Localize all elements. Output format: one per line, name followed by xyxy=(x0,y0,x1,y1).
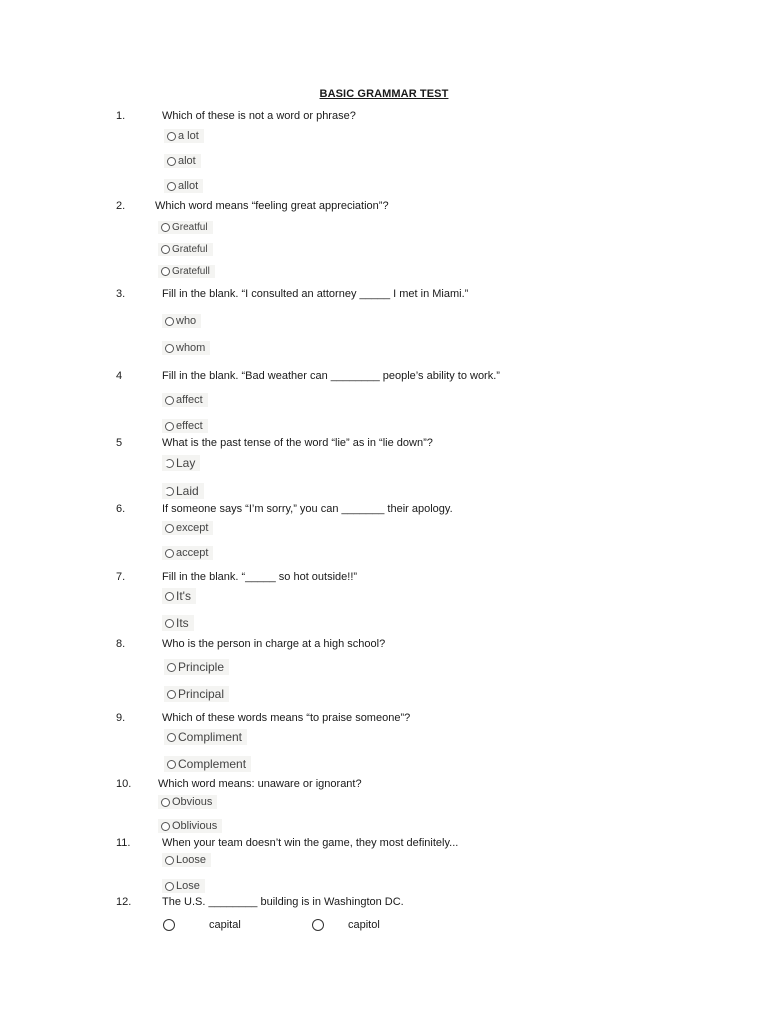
option-label: Grateful xyxy=(172,244,208,255)
question-text: Fill in the blank. “I consulted an attorney _____ I met in Miami.” xyxy=(162,288,469,300)
option-label: Obvious xyxy=(172,796,213,808)
radio-icon[interactable] xyxy=(167,690,176,699)
option-grateful[interactable] xyxy=(158,243,213,256)
question-text: Which of these words means “to praise someone”? xyxy=(162,712,411,724)
option-complement[interactable] xyxy=(164,756,251,772)
option-loose[interactable] xyxy=(162,853,211,867)
option-compliment[interactable] xyxy=(164,729,247,745)
option-label: Gratefull xyxy=(172,266,210,277)
question-text: When your team doesn’t win the game, they most definitely... xyxy=(162,837,459,849)
option-accept[interactable] xyxy=(162,546,213,560)
radio-icon[interactable] xyxy=(167,760,176,769)
question-number: 9. xyxy=(116,712,126,724)
question-number: 10. xyxy=(116,778,132,790)
option-principal[interactable] xyxy=(164,686,229,702)
option-label: Principal xyxy=(178,687,225,701)
radio-icon[interactable] xyxy=(312,919,324,931)
option-label: who xyxy=(176,315,197,327)
option-label: capital xyxy=(209,919,241,931)
question-text: Fill in the blank. “Bad weather can ________ people’s ability to work.” xyxy=(162,370,500,382)
option-label: Lay xyxy=(176,456,196,470)
radio-icon[interactable] xyxy=(165,856,174,865)
option-label: a lot xyxy=(178,130,199,142)
radio-icon[interactable] xyxy=(165,619,174,628)
option-label: whom xyxy=(176,342,206,354)
option-label: Compliment xyxy=(178,730,243,744)
option-label: Laid xyxy=(176,484,199,498)
option-capital[interactable] xyxy=(160,918,246,932)
option-label: effect xyxy=(176,420,203,432)
option-capitol[interactable] xyxy=(309,918,385,932)
option-label: Its xyxy=(176,616,189,630)
option-lose[interactable] xyxy=(162,879,205,893)
option-label: except xyxy=(176,522,209,534)
radio-icon[interactable] xyxy=(167,182,176,191)
question-text: Which word means “feeling great appreciation”? xyxy=(155,200,389,212)
question-text: If someone says “I’m sorry,” you can _______ their apology. xyxy=(162,503,453,515)
radio-icon[interactable] xyxy=(165,524,174,533)
option-greatful[interactable] xyxy=(158,221,213,234)
option-label: Oblivious xyxy=(172,820,218,832)
radio-icon[interactable] xyxy=(161,267,170,276)
radio-icon[interactable] xyxy=(165,487,174,496)
option-label: Greatful xyxy=(172,222,208,233)
radio-icon[interactable] xyxy=(167,157,176,166)
option-label: Principle xyxy=(178,660,225,674)
option-who[interactable] xyxy=(162,314,201,328)
question-number: 5 xyxy=(116,437,123,449)
radio-icon[interactable] xyxy=(165,344,174,353)
question-number: 11. xyxy=(116,837,131,849)
option-label: capitol xyxy=(348,919,380,931)
option-except[interactable] xyxy=(162,521,213,535)
question-text: Fill in the blank. “_____ so hot outside!!” xyxy=(162,571,358,583)
question-text: Who is the person in charge at a high school? xyxy=(162,638,386,650)
option-principle[interactable] xyxy=(164,659,229,675)
option-effect[interactable] xyxy=(162,419,208,433)
option-label: Lose xyxy=(176,880,200,892)
radio-icon[interactable] xyxy=(161,822,170,831)
option-label: affect xyxy=(176,394,203,406)
question-number: 6. xyxy=(116,503,126,515)
question-number: 3. xyxy=(116,288,126,300)
option-lay[interactable] xyxy=(162,455,200,471)
radio-icon[interactable] xyxy=(165,882,174,891)
question-number: 1. xyxy=(116,110,126,122)
option-label: alot xyxy=(178,155,196,167)
option-allot[interactable] xyxy=(164,179,203,193)
question-text: Which word means: unaware or ignorant? xyxy=(158,778,362,790)
question-text: The U.S. ________ building is in Washington DC. xyxy=(162,896,404,908)
radio-icon[interactable] xyxy=(167,663,176,672)
radio-icon[interactable] xyxy=(165,592,174,601)
radio-icon[interactable] xyxy=(165,396,174,405)
option-affect[interactable] xyxy=(162,393,208,407)
option-label: accept xyxy=(176,547,209,559)
option-whom[interactable] xyxy=(162,341,210,355)
page-title: BASIC GRAMMAR TEST xyxy=(319,88,449,100)
radio-icon[interactable] xyxy=(161,245,170,254)
question-number: 2. xyxy=(116,200,126,212)
option-alot[interactable] xyxy=(164,154,201,168)
option-its-contraction[interactable] xyxy=(162,588,196,604)
radio-icon[interactable] xyxy=(167,733,176,742)
radio-icon[interactable] xyxy=(165,422,174,431)
question-text: Which of these is not a word or phrase? xyxy=(162,110,356,122)
radio-icon[interactable] xyxy=(165,459,174,468)
radio-icon[interactable] xyxy=(165,549,174,558)
question-text: What is the past tense of the word “lie” as in “lie down”? xyxy=(162,437,433,449)
radio-icon[interactable] xyxy=(161,223,170,232)
option-laid[interactable] xyxy=(162,483,204,499)
option-label: It's xyxy=(176,589,191,603)
radio-icon[interactable] xyxy=(163,919,175,931)
question-number: 4 xyxy=(116,370,123,382)
radio-icon[interactable] xyxy=(165,317,174,326)
option-a-lot[interactable] xyxy=(164,129,204,143)
option-its-possessive[interactable] xyxy=(162,615,194,631)
option-gratefull[interactable] xyxy=(158,265,215,278)
question-number: 12. xyxy=(116,896,132,908)
question-number: 8. xyxy=(116,638,126,650)
option-label: Complement xyxy=(178,757,247,771)
option-obvious[interactable] xyxy=(158,795,217,809)
option-label: Loose xyxy=(176,854,206,866)
radio-icon[interactable] xyxy=(167,132,176,141)
radio-icon[interactable] xyxy=(161,798,170,807)
option-oblivious[interactable] xyxy=(158,819,222,833)
question-number: 7. xyxy=(116,571,126,583)
option-label: allot xyxy=(178,180,199,192)
